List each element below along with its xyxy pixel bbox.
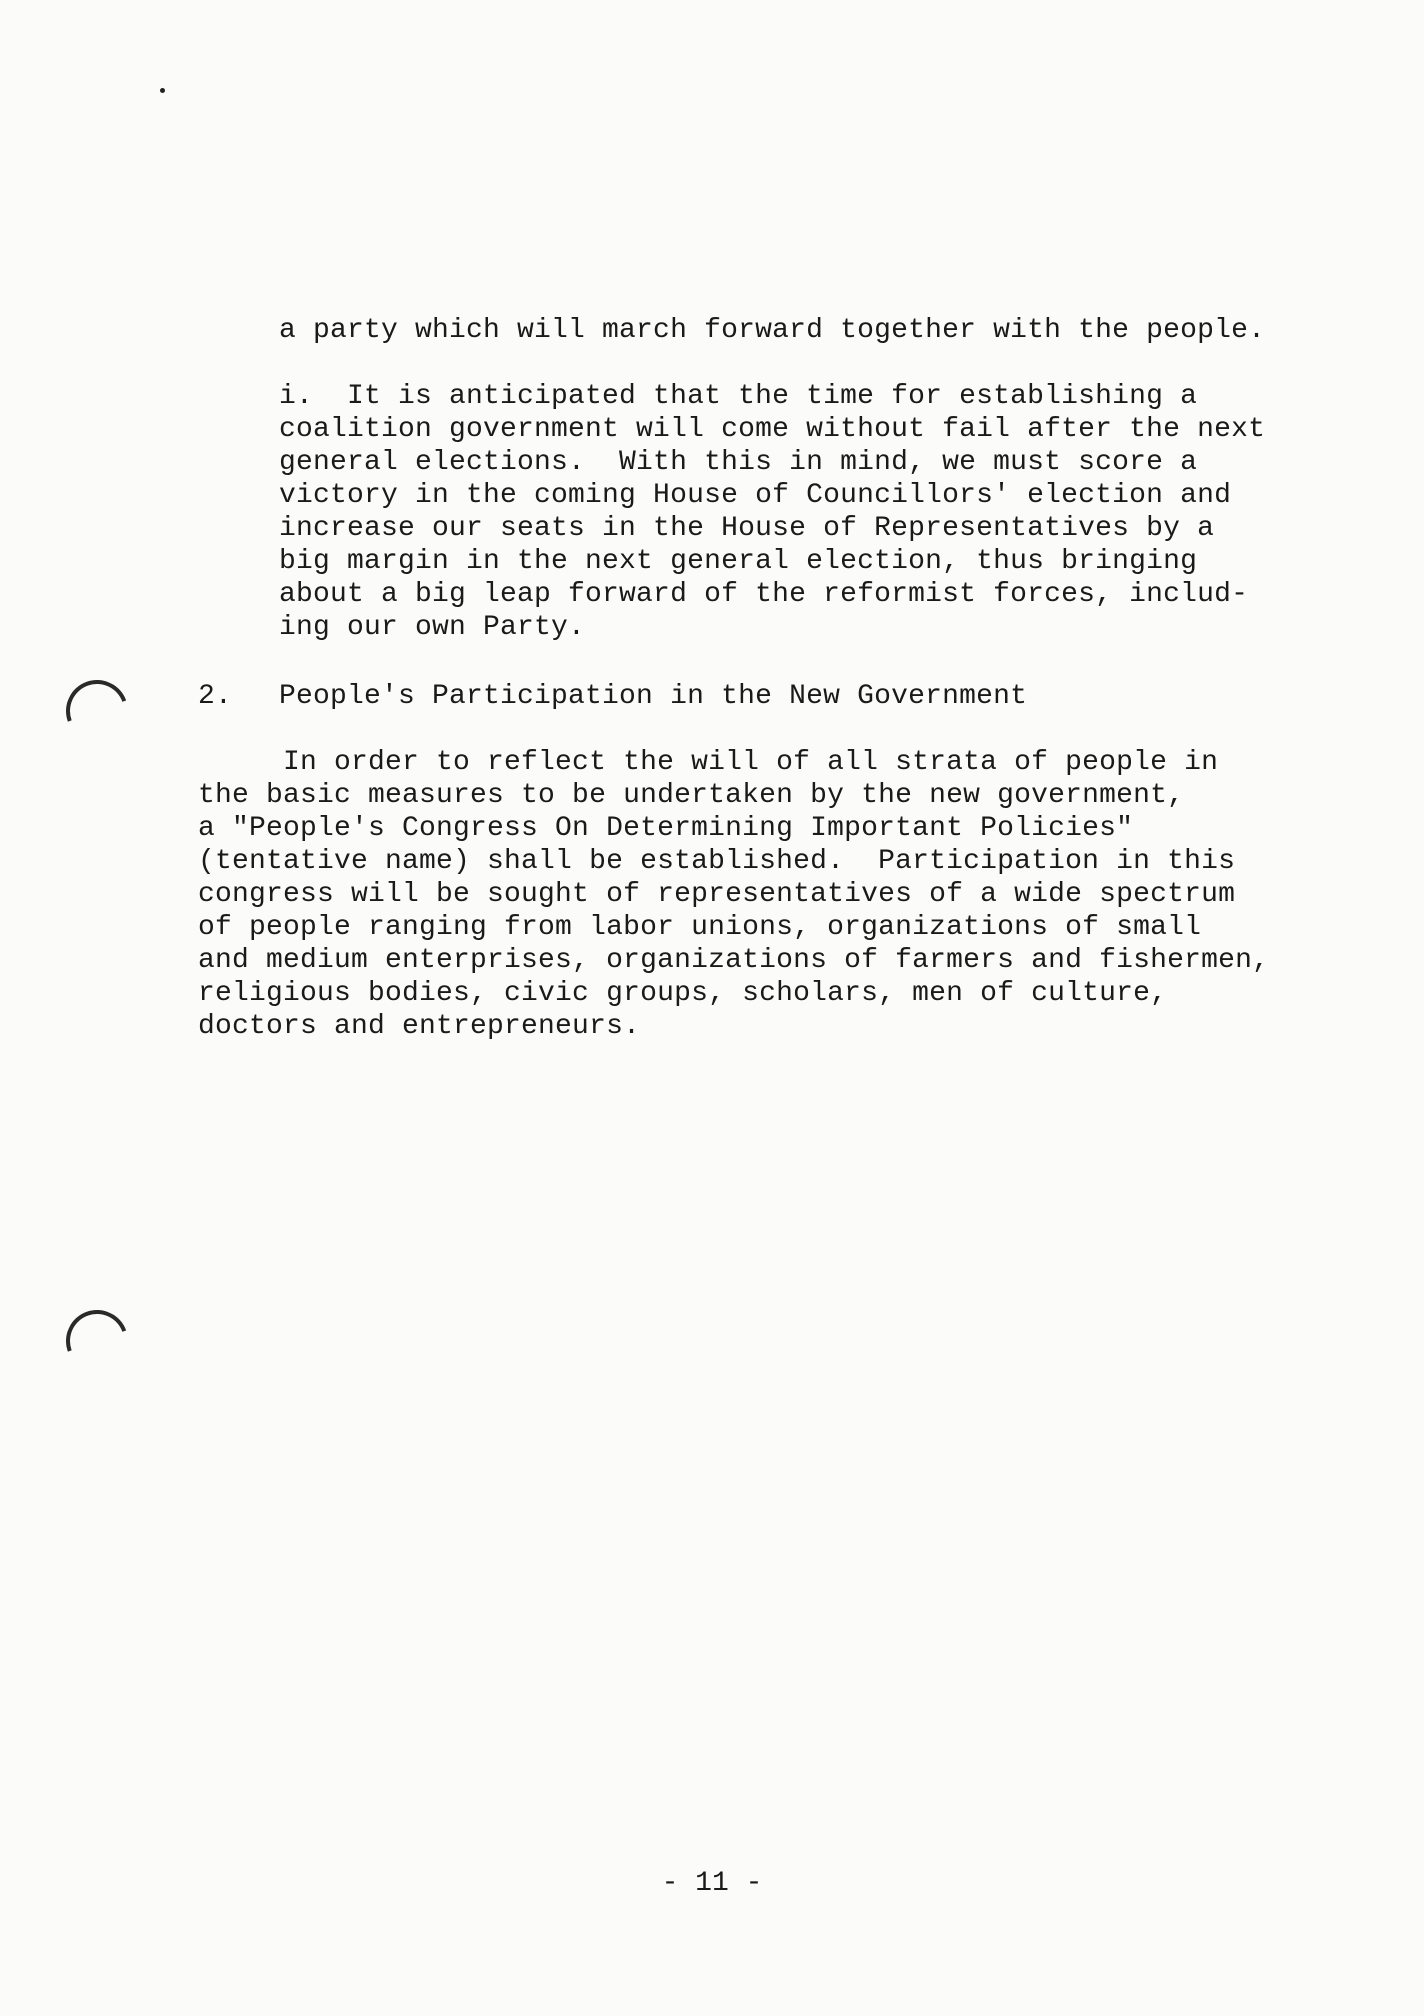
section-body-line: In order to reflect the will of all strata of people in [198,747,1219,778]
punch-hole-mark-lower [56,1300,138,1382]
punch-hole-mark-upper [56,670,138,752]
section-body-line: doctors and entrepreneurs. [198,1011,641,1042]
item-i-line: coalition government will come without fail after the next [279,414,1266,445]
section-body-line: (tentative name) shall be established. Participation in this [198,846,1236,877]
section-body-line: religious bodies, civic groups, scholars, men of culture, [198,978,1168,1009]
section-body-line: and medium enterprises, organizations of farmers and fishermen, [198,945,1270,976]
item-i-line: general elections. With this in mind, we must score a [279,447,1198,478]
paragraph-top: a party which will march forward together with the people. [279,315,1266,346]
section-number: 2. [198,681,233,712]
item-i-line: big margin in the next general election, thus bringing [279,546,1198,577]
section-body-line: congress will be sought of representatives of a wide spectrum [198,879,1236,910]
item-i-line: increase our seats in the House of Representatives by a [279,513,1215,544]
item-i-line: ing our own Party. [279,612,586,643]
page-number: - 11 - [661,1868,763,1899]
item-i-line: victory in the coming House of Councillors' election and [279,480,1232,511]
section-body-line: the basic measures to be undertaken by the new government, [198,780,1185,811]
section-body-line: of people ranging from labor unions, organizations of small [198,912,1202,943]
section-body-line: a "People's Congress On Determining Important Policies" [198,813,1134,844]
scan-speck [160,88,165,93]
section-title: People's Participation in the New Government [279,681,1028,712]
item-i-line: i. It is anticipated that the time for establishing a [279,381,1198,412]
item-i-line: about a big leap forward of the reformist forces, includ- [279,579,1249,610]
